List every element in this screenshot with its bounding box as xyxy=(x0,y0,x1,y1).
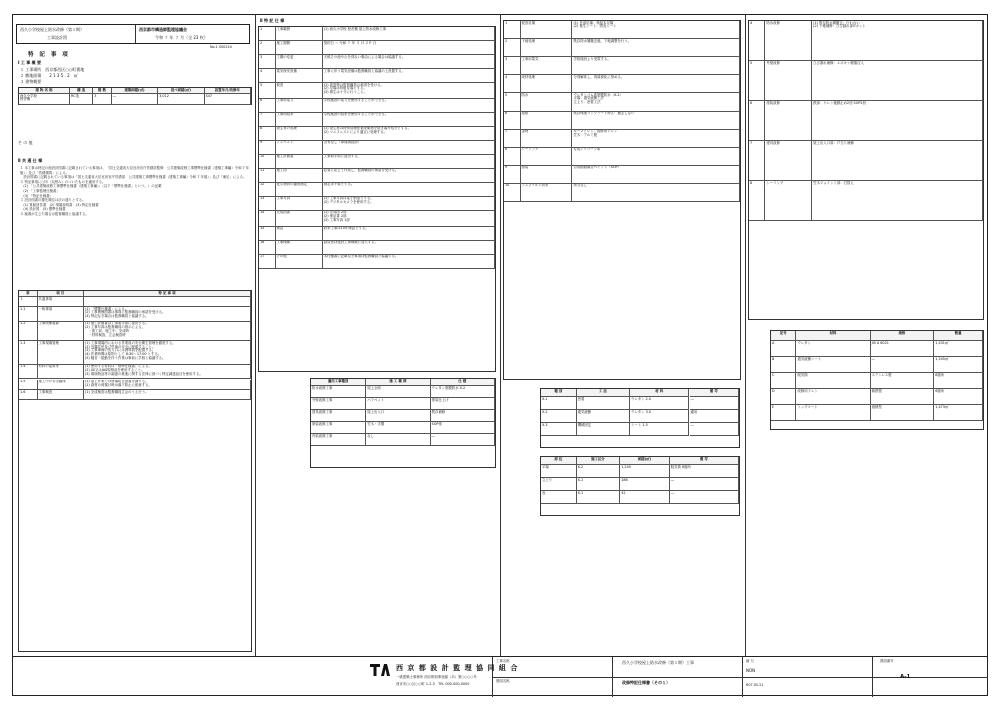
organization-name: 西 京 都 設 計 監 理 協 同 組 合 xyxy=(396,664,519,672)
table-cell: (1) 完成検査は監督職員立会のうえ行う。 xyxy=(84,390,251,400)
table-cell: 脱気筒 xyxy=(796,373,870,389)
spec-row-cell: (1) 既存防水層撤去：行わない (2) 下地補修：ひび割れ部Uカット xyxy=(812,21,983,61)
table-cell: １ xyxy=(19,297,38,307)
spec-row-cell: 6 xyxy=(504,112,521,130)
spec-row-cell: 発生材の処理 xyxy=(276,127,323,141)
column-divider xyxy=(745,14,746,656)
table-cell: ― xyxy=(871,357,935,373)
table-cell: 1,473㎡ xyxy=(934,405,983,421)
table-cell: S47 xyxy=(205,94,251,105)
spec-row-cell: 学校施設の給水を使用することができる。 xyxy=(323,113,495,127)
table-cell: ― xyxy=(670,478,739,491)
drawing-number: A-1 xyxy=(900,674,911,680)
table-cell: ― xyxy=(670,491,739,504)
table-cell: 工事現場管理 xyxy=(38,341,84,365)
table-cell: 既存補修 xyxy=(431,410,495,422)
table-cell: 塗装仕上げ xyxy=(431,398,495,410)
spec-table xyxy=(18,290,252,652)
spec-row-cell: ルーフドレン：改修用ドレン 笠木：アルミ製 xyxy=(572,130,740,148)
spec-row-cell: 本仕様書に記載なき事項は監督職員と協議する。 xyxy=(323,255,495,269)
spec-row-cell: 該当なし xyxy=(572,184,740,202)
table-header-cell: 部 位 xyxy=(541,457,577,465)
table-cell: 1,245 xyxy=(620,465,670,478)
spec-row-cell: 既存防水層撤去後、下地調整を行う。 xyxy=(572,39,740,57)
table-cell: (1) 施工計画書は工事着手前に提出する。 (2) 工事写真は監督職員の指示による。 ・着工前、施工中、完成時 ・材料検査、立会検査時 xyxy=(84,322,251,341)
table-cell: X-1 xyxy=(541,397,577,410)
common-spec-text: １ 本工事は特記の他設計図書に記載されている事項は、「国土交通省大臣官房官庁営繕部監修 公共建築改修工事標準仕様書（建築工事編）令和 7 年版）」及び「営繕積算」による。 設計図書に記載されている事項は「国土交通省大臣官房官庁営繕部 公共建築工事標準仕様書（建築工事編）令和 7 年版）」及び「補足」による。 ２ 特記事項に○印（丸囲み）のついたものを適用する。 (1) 「公共建築改修工事標準仕様書（建築工事編）」（以下「標準仕様書」という。）の記載 (2) 「工事監理仕様書」 (3) 「特記仕様書」 ３ 設計図書の優先順位は次の通りとする。 (1) 質疑回答書 (2) 現場説明書 (3) 特記仕様書 (4) 設計図 (5) 標準仕様書 ４ 疑義が生じた場合は監督職員と協議する。 xyxy=(20,166,250,216)
spec-row-cell: 防水 xyxy=(521,93,573,112)
section-heading: Ⅱ 共 通 仕 様 xyxy=(18,158,43,163)
title-left: 西久小学校屋上防水改修（第１期） xyxy=(20,27,84,32)
table-cell: 工事関係書類 xyxy=(38,322,84,341)
table-cell: トップコート xyxy=(796,405,870,421)
spec-row-cell: 既存保護コンクリート押え：撤去しない xyxy=(572,112,740,130)
table-cell: 屋上出入口 xyxy=(366,410,430,422)
spec-row-cell: シーリング xyxy=(521,148,573,166)
title-right: 西京都市構造師監理協議会 xyxy=(139,27,187,32)
table-cell: X-2 xyxy=(577,465,621,478)
spec-row-cell: 変成シリコーン系 xyxy=(572,148,740,166)
spec-row-cell: ひび割れ補修：エポキシ樹脂注入 xyxy=(812,61,983,101)
column-divider xyxy=(500,14,501,656)
table-cell: ― xyxy=(112,94,158,105)
spec-row-cell: 4 xyxy=(259,69,276,83)
spec-row-cell: 17 xyxy=(259,255,276,269)
table-cell: 工事検査 xyxy=(38,390,84,400)
spec-table xyxy=(503,20,741,380)
spec-row-cell: 施工計画書 xyxy=(276,155,323,169)
table-header-cell: 材料 xyxy=(796,331,870,341)
table-header-cell: 備 考 xyxy=(670,457,739,465)
table-header-cell: 規格 xyxy=(871,331,935,341)
spec-row-cell: (1) 仮設物は監督職員の承諾を受ける。 (2) 足場は枠組足場とする。 (3) 養生は十分に行うこと。 xyxy=(323,83,495,99)
spec-row-cell: アスベスト xyxy=(276,141,323,155)
table-cell: 通気緩衝 xyxy=(577,410,630,423)
table-cell: 1,431㎡ xyxy=(934,341,983,357)
organization-logo xyxy=(368,662,390,678)
table-cell: JIS A 6021 xyxy=(871,341,935,357)
spec-row-cell: 5 xyxy=(259,83,276,99)
spec-row-cell: 3 xyxy=(504,57,521,75)
spec-row-cell: 工事用給水 xyxy=(276,113,323,127)
spec-row-cell: 13 xyxy=(259,197,276,211)
table-cell: 1.6 xyxy=(19,390,38,400)
table-cell: 外壁改修工事 xyxy=(311,398,366,410)
table-header-cell: 仕 様 xyxy=(431,379,495,386)
spec-row-cell: 屋上出入口扉：戸当り補修 xyxy=(812,141,983,181)
table-cell: 施工中の安全確保 xyxy=(38,380,84,391)
other-label: そ の 他 xyxy=(18,140,33,145)
spec-row-cell: (1) 工事写真は電子納品とする。 (2) デジタルカメラを使用する。 xyxy=(323,197,495,211)
table-cell: シート 1.5 xyxy=(630,423,689,436)
spec-row-cell: 工事写真 xyxy=(276,197,323,211)
title-block xyxy=(16,24,250,44)
table-header-cell: 建 物 名 称 xyxy=(19,88,70,94)
table-cell: X-2 xyxy=(541,410,577,423)
section-heading: Ⅰ 工 事 概 要 xyxy=(18,60,42,65)
table-header-cell: 階 数 xyxy=(93,88,112,94)
table-cell: ウレタン xyxy=(796,341,870,357)
spec-row-cell: 施工期間 xyxy=(276,41,323,55)
spec-row-cell: 工事に伴う電気設備は監督職員と協議の上設置する。 xyxy=(323,69,495,83)
spec-row-cell: (1) 外部足場：枠組本足場 (2) 養生シート：防炎シート xyxy=(572,21,740,39)
spec-row-cell: ウレタンゴム系塗膜防水（X-2） 平場：通気緩衝工法 立上り：密着工法 xyxy=(572,93,740,112)
spec-row-cell: (1) 発生材は特別管理産業廃棄物を除き場外処分とする。 (2) マニフェストにより適正に処理する。 xyxy=(323,127,495,141)
spec-row-cell: 請負者は建設工事保険に加入する。 xyxy=(323,241,495,255)
table-cell: D xyxy=(771,389,796,405)
table-cell: A xyxy=(771,341,796,357)
spec-row-cell: 6 xyxy=(259,99,276,113)
waterproof-table xyxy=(540,388,740,448)
table-cell: 共通事項 xyxy=(38,297,84,307)
spec-row-cell: 工事保険 xyxy=(276,241,323,255)
spec-row-cell: 学校施設より受電する。 xyxy=(572,57,740,75)
spec-row-cell: 廃材処理 xyxy=(521,75,573,93)
spec-row-cell: 塗装 xyxy=(521,166,573,184)
table-cell: 適用 xyxy=(690,410,740,423)
table-cell: なし xyxy=(366,434,430,446)
table-header-cell: 特 記 事 項 xyxy=(84,291,251,297)
table-cell: 8箇所 xyxy=(934,373,983,389)
spec-row-cell: 学校施設の電力を使用することができる。 xyxy=(323,99,495,113)
table-cell: 防水改修工事 xyxy=(311,386,366,398)
spec-row-cell: 1 xyxy=(504,21,521,39)
spec-row-cell: 2 xyxy=(504,39,521,57)
spec-row-cell: 10 xyxy=(504,184,521,202)
table-cell: 1.3 xyxy=(19,341,38,365)
spec-row-cell: 笠木ジョイント部：打替え xyxy=(812,181,983,221)
spec-table xyxy=(258,26,496,372)
table-header-cell: 備 考 xyxy=(690,389,740,397)
spec-row-cell: 電気保安設備 xyxy=(276,69,323,83)
spec-row-cell: 防水改修 xyxy=(765,21,812,61)
table-cell: 機械固定 xyxy=(577,423,630,436)
spec-row-cell: 1 xyxy=(259,27,276,41)
table-cell: 立上り xyxy=(541,478,577,491)
spec-row-cell: 保証 xyxy=(276,227,323,241)
overview-item: ３ 建物概要 xyxy=(20,79,42,84)
spec-row-cell: 下地処理 xyxy=(521,39,573,57)
table-header-cell: 建築面積(㎡) xyxy=(112,88,158,94)
drawing-number-label: 図面番号 xyxy=(880,659,894,663)
spec-row-cell: 2 xyxy=(259,41,276,55)
spec-row-cell: 16 xyxy=(259,241,276,255)
spec-row-cell: 3 xyxy=(259,55,276,69)
spec-row-cell: 完成図書 xyxy=(276,211,323,227)
table-cell: 1.4 xyxy=(19,365,38,380)
spec-row-cell: 防水工事は10年保証とする。 xyxy=(323,227,495,241)
title-left-sub: 工事設計図 xyxy=(47,35,67,40)
table-cell: (1) 使用する材料は「標準仕様書」による。 (2) JIS又はJAS規格品を使用すること。 (3) 環境物品等の調達の推進に関する法律に基づく特定調達品目を使用する。 xyxy=(84,365,251,380)
spec-row-cell: 仮設足場 xyxy=(521,21,573,39)
spec-row-cell: 金物 xyxy=(521,130,573,148)
building-table xyxy=(18,87,252,105)
table-cell: 脱気筒 8箇所 xyxy=(670,465,739,478)
spec-row-cell: 9 xyxy=(504,166,521,184)
table-cell: 遮熱型 xyxy=(871,405,935,421)
table-cell: 内装改修工事 xyxy=(311,434,366,446)
table-cell: E xyxy=(771,405,796,421)
table-cell: 平場 xyxy=(541,465,577,478)
spec-row-cell: 7 xyxy=(259,113,276,127)
spec-row-cell: 合成樹脂調合ペイント（SOP） xyxy=(572,166,740,184)
table-header-cell: 工 法 xyxy=(577,389,630,397)
spec-row-cell: 測定は不要とする。 xyxy=(323,183,495,197)
overview-item: ２ 敷地面積 2 1 3 5 . 2 ㎡ xyxy=(20,73,78,78)
spec-row-cell: 7 xyxy=(749,141,765,181)
spec-row-cell: 工事用電気 xyxy=(521,57,573,75)
table-cell: 6箇所 xyxy=(934,389,983,405)
table-cell: 1.2 xyxy=(19,322,38,341)
spec-row-cell: 14 xyxy=(259,211,276,227)
table-cell: ウレタン 3.0 xyxy=(630,410,689,423)
spec-row-cell: 5 xyxy=(749,61,765,101)
table-cell: B xyxy=(771,357,796,373)
table-cell: 3,012 xyxy=(158,94,204,105)
spec-row-cell: (1) 西久小学校 校舎棟 屋上防水改修工事 xyxy=(323,27,495,41)
spec-row-cell: その他 xyxy=(276,255,323,269)
table-cell: 屋上全面 xyxy=(366,386,430,398)
spec-row-cell: 工事用電力 xyxy=(276,99,323,113)
table-header-cell: 材 料 xyxy=(630,389,689,397)
table-cell: (1) 「標準仕様書」による。 (2) 工事関係図書は事前に監督職員の承諾を受ける。 (3) 特記なき場合は監督職員と協議する。 xyxy=(84,307,251,322)
spec-row-cell: 工事範囲 xyxy=(276,27,323,41)
table-header-cell: 延べ面積(㎡) xyxy=(158,88,204,94)
spec-row-cell: 必要に応じて作成し、監督職員の承諾を受ける。 xyxy=(323,169,495,183)
table-cell: 鋳鉄製 xyxy=(871,389,935,405)
table-cell: 1.5 xyxy=(19,380,38,391)
table-header-cell: 施工区分 xyxy=(577,457,621,465)
spec-row-cell: 分別解体し、再資源化に努める。 xyxy=(572,75,740,93)
table-cell: 建具改修工事 xyxy=(311,410,366,422)
table-cell: 材料の品質等 xyxy=(38,365,84,380)
table-header-cell: 設置年月/改修年 xyxy=(205,88,251,94)
table-cell: SOP塗 xyxy=(431,422,495,434)
material-table xyxy=(770,330,984,430)
drawing-date: R07.05.21 xyxy=(746,683,764,687)
spec-row-cell: 化学物質の濃度測定 xyxy=(276,183,323,197)
spec-row-cell: 15 xyxy=(259,227,276,241)
table-cell xyxy=(84,297,251,307)
table-cell: 密着 xyxy=(577,397,630,410)
spec-row-cell: アスファルト防水 xyxy=(521,184,573,202)
table-cell: ステンレス製 xyxy=(871,373,935,389)
table-header-cell: 適用工事種別 xyxy=(311,379,366,386)
table-cell: C xyxy=(771,373,796,389)
table-header-cell: 構 造 xyxy=(70,88,93,94)
table-cell: パラペット xyxy=(366,398,430,410)
spec-row-cell: シーリング xyxy=(765,181,812,221)
organization-registration: 一級建築士事務所 西京都知事登録（あ）第○○○○号 xyxy=(396,675,477,679)
scale-value: NON xyxy=(746,668,756,673)
spec-row-cell: 5 xyxy=(504,93,521,112)
overview-item: １ 工事場所 西京都西区○○町番地 xyxy=(20,67,85,72)
table-cell: 3 xyxy=(93,94,112,105)
spec-row-cell: 9 xyxy=(259,141,276,155)
spec-row-cell: 8 xyxy=(504,148,521,166)
table-cell: 笠木・手摺 xyxy=(366,422,430,434)
table-cell: 1.1 xyxy=(19,307,38,322)
column-divider xyxy=(255,14,256,656)
area-table xyxy=(540,456,740,516)
spec-row-cell: 外壁改修 xyxy=(765,61,812,101)
table-cell: ― xyxy=(690,423,740,436)
tokki-title: 特 記 事 項 xyxy=(28,52,70,58)
table-header-cell: 数量 xyxy=(934,331,983,341)
table-header-cell: 種 別 xyxy=(541,389,577,397)
spec-row-cell: 天候その他やむを得ない事由による場合は協議する。 xyxy=(323,55,495,69)
table-cell: ― xyxy=(431,434,495,446)
sheet-number: No.1 SS0224 xyxy=(210,45,232,49)
table-cell: RC造 xyxy=(70,94,93,105)
spec-row-cell: 塗装改修 xyxy=(765,101,812,141)
spec-row-cell: 7 xyxy=(504,130,521,148)
spec-row-cell: (1) 完成図 2部 (2) 保証書 2部 (3) 工事写真 1部 xyxy=(323,211,495,227)
spec-row-cell: 屋根 xyxy=(521,112,573,130)
spec-row-cell: 12 xyxy=(259,183,276,197)
table-cell: 42 xyxy=(620,491,670,504)
spec-row-cell: 8 xyxy=(749,181,765,221)
project-label: 工事名称 xyxy=(496,659,510,663)
spec-row-cell: 工事着手前に提出する。 xyxy=(323,155,495,169)
spec-row-cell: 建具改修 xyxy=(765,141,812,181)
table-cell: 庇 xyxy=(541,491,577,504)
spec-row-cell: 4 xyxy=(504,75,521,93)
spec-row-cell: 10 xyxy=(259,155,276,169)
scale-label: 縮 尺 xyxy=(746,659,754,663)
project-name: 西久小学校屋上防水改修（第１期）工事 xyxy=(622,660,694,665)
spec-row-cell: 契約日 〜 令和 ７ 年 ３ 月 ２０ 日 xyxy=(323,41,495,55)
spec-row-cell: 含有なし（事前調査済） xyxy=(323,141,495,155)
spec-row-cell: 工期の変更 xyxy=(276,55,323,69)
spec-row-cell: 4 xyxy=(749,21,765,61)
table-cell: 通気緩衝シート xyxy=(796,357,870,373)
spec-row-cell: 6 xyxy=(749,101,765,141)
scope-table xyxy=(310,378,496,468)
table-cell: X-1 xyxy=(577,478,621,491)
table-header-cell: 章 xyxy=(19,291,38,297)
spec-row-cell: 8 xyxy=(259,127,276,141)
table-cell: X-3 xyxy=(541,423,577,436)
table-cell: X-1 xyxy=(577,491,621,504)
spec-row-cell: 仮設 xyxy=(276,83,323,99)
table-cell: ウレタン塗膜防水 X-2 xyxy=(431,386,495,398)
table-cell: 改修用ドレン xyxy=(796,389,870,405)
title-right-sub: 令和 ７ 年 ７ 月（全 23 枚） xyxy=(155,35,208,40)
spec-row-cell: 鉄部：ケレン後錆止め2回 SOP2回 xyxy=(812,101,983,141)
spec-row-cell: 施工図 xyxy=(276,169,323,183)
table-cell: 塗装改修工事 xyxy=(311,422,366,434)
organization-address: 西京市○○区○○町 1-2-3 TEL 000-000-0000 xyxy=(396,682,470,686)
table-cell: 西久小学校 校舎棟 xyxy=(19,94,70,105)
table-cell: 一般事項 xyxy=(38,307,84,322)
section-heading: Ⅱ 特 記 仕 様 xyxy=(260,18,285,23)
drawing-name: 改修特記仕様書（その１） xyxy=(622,680,670,685)
spec-table xyxy=(748,20,984,320)
table-header-cell: 項 目 xyxy=(38,291,84,297)
table-cell: (1) 工事現場内における作業員の安全衛生管理を徹底する。 (2) 近隣住民及び児童の安全に配慮すること。 (3) 工事車両の出入口には誘導員を配置する。 (4) 作業時間は原則として 8:30〜17:00 とする。 (5) 騒音・振動を伴う作業は事前に学校と協議する。 xyxy=(84,341,251,365)
table-cell: ウレタン 2.0 xyxy=(630,397,689,410)
table-cell: 1,245㎡ xyxy=(934,357,983,373)
drawing-label: 図面名称 xyxy=(496,679,510,683)
table-cell: 186 xyxy=(620,478,670,491)
spec-row-cell: 11 xyxy=(259,169,276,183)
table-header-cell: 施 工 範 囲 xyxy=(366,379,430,386)
table-header-cell: 記号 xyxy=(771,331,796,341)
table-cell: (1) 屋上作業では墜落防止措置を講ずる。 (2) 資材の荷揚げ時は落下防止に留意する。 xyxy=(84,380,251,391)
table-header-cell: 面積(㎡) xyxy=(620,457,670,465)
table-cell: ― xyxy=(690,397,740,410)
